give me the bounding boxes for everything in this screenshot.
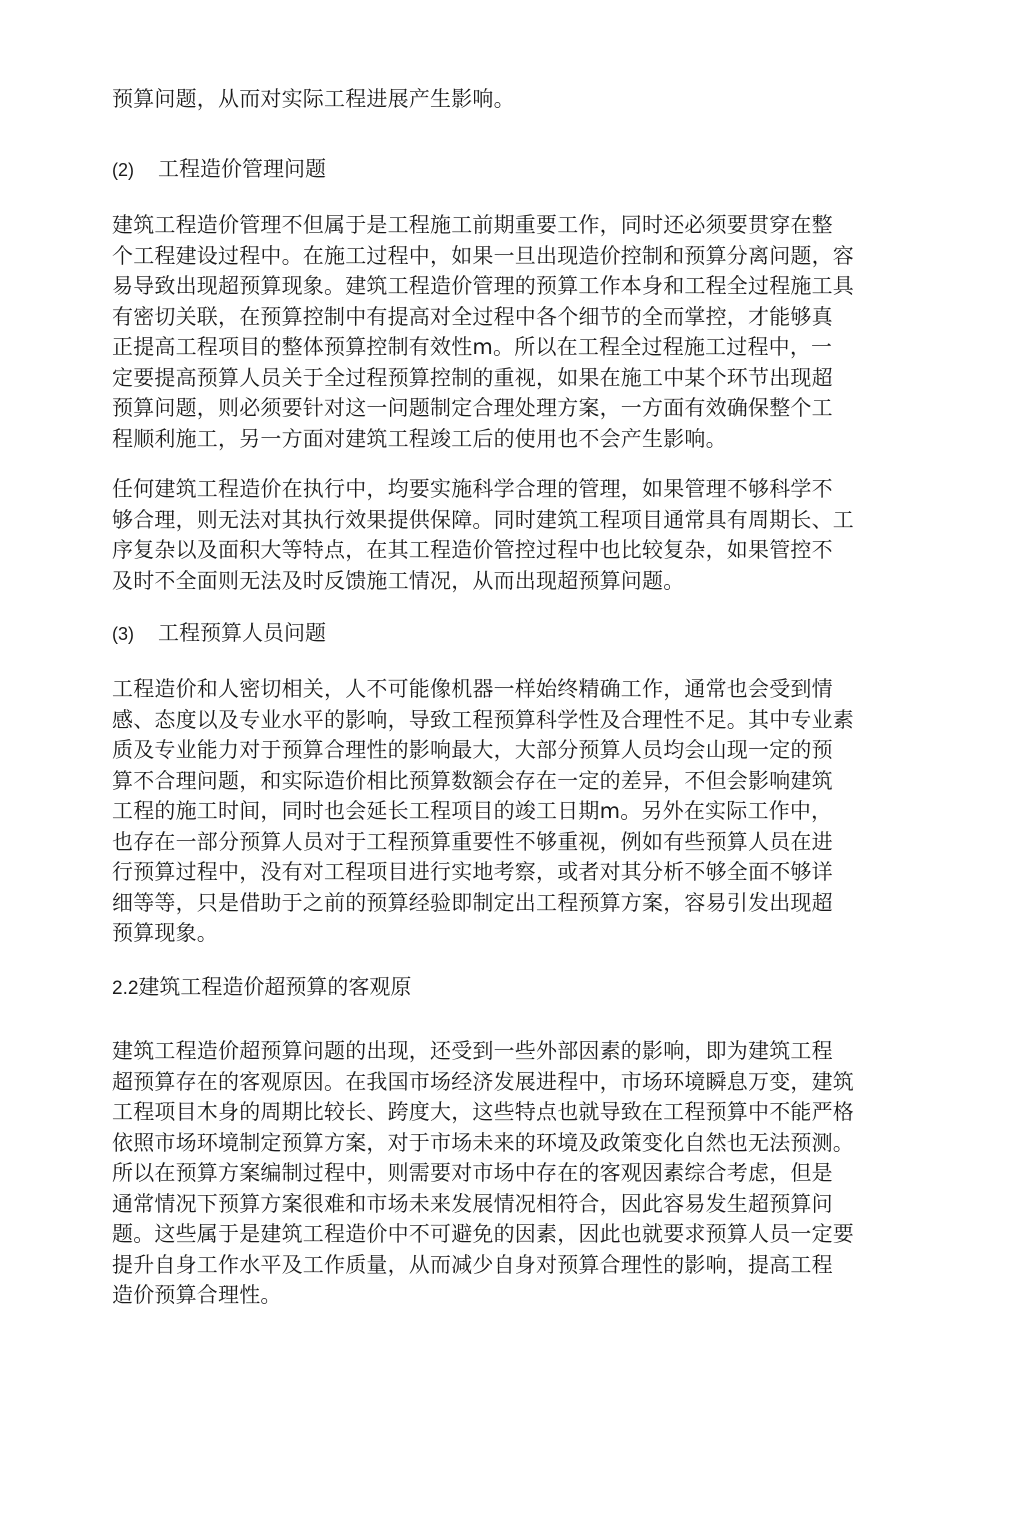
text-line: 提升自身工作水平及工作质量，从而减少自身对预算合理性的影响，提高工程 xyxy=(112,1252,833,1277)
intro-paragraph xyxy=(112,84,515,115)
section-number: (3) xyxy=(112,624,134,644)
text-line: 够合理，则无法对其执行效果提供保障。同时建筑工程项目通常具有周期长、工 xyxy=(112,507,854,532)
text-line: 造价预算合理性。 xyxy=(112,1283,282,1307)
text-line: 所以在预算方案编制过程中，则需要对市场中存在的客观因素综合考虑，但是 xyxy=(112,1161,833,1185)
section-title: 工程造价管理问题 xyxy=(158,157,326,181)
text-line: 个工程建设过程中。在施工过程中，如果一旦出现造价控制和预算分离问题，容 xyxy=(112,243,854,268)
text-line: 预算现象。 xyxy=(112,921,218,945)
text-line: 预算问题，从而对实际工程进展产生影响。 xyxy=(112,87,515,111)
paragraph xyxy=(112,674,854,949)
text-line: 依照市场环境制定预算方案，对于市场未来的环境及政策变化自然也无法预测。 xyxy=(112,1130,854,1155)
section-title: 建筑工程造价超预算的客观原 xyxy=(138,975,412,999)
text-line: 正提高工程项目的整体预算控制有效性m。所以在工程全过程施工过程中，一 xyxy=(112,335,833,359)
text-line: 超预算存在的客观原因。在我国市场经济发展进程中，市场环境瞬息万变，建筑 xyxy=(112,1069,854,1094)
section-heading-3 xyxy=(112,618,326,649)
text-line: 建筑工程造价超预算问题的出现，还受到一些外部因素的影响，即为建筑工程 xyxy=(112,1039,833,1063)
text-line: 及时不全面则无法及时反馈施工情况，从而出现超预算问题。 xyxy=(112,568,685,593)
text-line: 建筑工程造价管理不但属于是工程施工前期重要工作，同时还必须要贯穿在整 xyxy=(112,213,833,237)
text-line: 质及专业能力对于预算合理性的影响最大，大部分预算人员均会山现一定的预 xyxy=(112,738,833,762)
section-heading-2 xyxy=(112,154,326,185)
text-line: 任何建筑工程造价在执行中，均要实施科学合理的管理，如果管理不够科学不 xyxy=(112,477,833,501)
text-line: 题。这些属于是建筑工程造价中不可避免的因素，因此也就要求预算人员一定要 xyxy=(112,1222,854,1246)
text-line: 定要提高预算人员关于全过程预算控制的重视，如果在施工中某个环节出现超 xyxy=(112,365,833,390)
text-line: 算不合理问题，和实际造价相比预算数额会存在一定的差异，不但会影响建筑 xyxy=(112,768,833,793)
section-number: 2.2 xyxy=(112,978,139,999)
text-line: 工程项目木身的周期比较长、跨度大，这些特点也就导致在工程预算中不能严格 xyxy=(112,1100,854,1124)
text-line: 行预算过程中，没有对工程项目进行实地考察，或者对其分析不够全面不够详 xyxy=(112,860,833,884)
text-line: 程顺利施工，另一方面对建筑工程竣工后的使用也不会产生影响。 xyxy=(112,426,727,451)
text-line: 工程的施工时间，同时也会延长工程项目的竣工日期m。另外在实际工作中， xyxy=(112,799,833,823)
paragraph xyxy=(112,210,854,454)
text-line: 有密切关联，在预算控制中有提高对全过程中各个细节的全而掌控，才能够真 xyxy=(112,304,833,329)
text-line: 也存在一部分预算人员对于工程预算重要性不够重视，例如有些预算人员在进 xyxy=(112,829,833,854)
text-line: 预算问题，则必须要针对这一问题制定合理处理方案，一方面有效确保整个工 xyxy=(112,396,833,420)
text-line: 感、态度以及专业水平的影响，导致工程预算科学性及合理性不足。其中专业素 xyxy=(112,707,854,732)
text-line: 通常情况下预算方案很难和市场未来发展情况相符合，因此容易发生超预算问 xyxy=(112,1191,833,1216)
text-line: 易导致出现超预算现象。建筑工程造价管理的预算工作本身和工程全过程施工具 xyxy=(112,274,854,298)
paragraph xyxy=(112,474,854,596)
paragraph xyxy=(112,1036,854,1311)
section-heading-2-2 xyxy=(112,972,411,1004)
text-line: 工程造价和人密切相关，人不可能像机器一样始终精确工作，通常也会受到情 xyxy=(112,677,833,701)
text-line: 细等等，只是借助于之前的预算经验即制定出工程预算方案，容易引发出现超 xyxy=(112,890,833,915)
text-line: 序复杂以及面积大等特点，在其工程造价管控过程中也比较复杂，如果管控不 xyxy=(112,538,833,562)
section-number: (2) xyxy=(112,160,134,180)
section-title: 工程预算人员问题 xyxy=(158,621,326,645)
